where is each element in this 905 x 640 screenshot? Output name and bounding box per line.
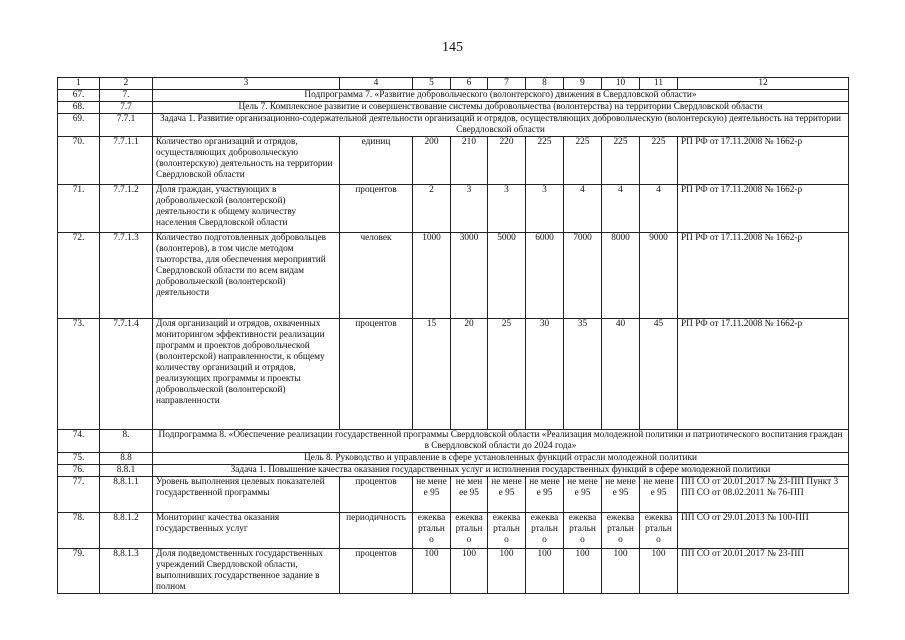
indicator-name-cell: Мониторинг качества оказания государственных услуг — [153, 513, 340, 549]
value-cell: не менее 95 — [413, 477, 451, 513]
column-header: 12 — [678, 78, 849, 90]
row-number-cell: 71. — [58, 185, 100, 233]
value-cell: 225 — [526, 137, 564, 185]
column-header: 9 — [564, 78, 602, 90]
value-cell: 200 — [413, 137, 451, 185]
unit-cell: процентов — [340, 549, 413, 594]
row-number-cell: 79. — [58, 549, 100, 594]
value-cell: 4 — [640, 185, 678, 233]
value-cell: 100 — [564, 549, 602, 594]
column-header: 5 — [413, 78, 451, 90]
basis-cell: РП РФ от 17.11.2008 № 1662-р — [678, 233, 849, 319]
indicator-name-cell: Доля организаций и отрядов, охваченных мониторингом эффективности реализации программ и проектов добровольческой (волонтерской) направленности, к общему количеству организаций и отрядов, реализующих программы и проекты добровольческой (волонтерской) направленности — [153, 319, 340, 430]
page-number: 145 — [442, 40, 463, 55]
value-cell: ежеквартально — [451, 513, 488, 549]
value-cell: 100 — [451, 549, 488, 594]
indicator-name-cell: Доля подведомственных государственных учреждений Свердловской области, выполнивших государственное задание в полном — [153, 549, 340, 594]
value-cell: 9000 — [640, 233, 678, 319]
value-cell: ежеквартально — [413, 513, 451, 549]
row-code-cell: 8.8.1.2 — [100, 513, 153, 549]
section-title-cell: Задача 1. Повышение качества оказания государственных услуг и исполнения государственных функций в сфере молодежной политики — [153, 465, 849, 477]
section-title-cell: Подпрограмма 7. «Развитие добровольческого (волонтерского) движения в Свердловской области» — [153, 90, 849, 102]
column-header: 7 — [488, 78, 526, 90]
basis-cell: РП РФ от 17.11.2008 № 1662-р — [678, 185, 849, 233]
table-row — [58, 185, 849, 233]
value-cell: 30 — [526, 319, 564, 430]
row-code-cell: 7.7.1.4 — [100, 319, 153, 430]
value-cell: ежеквартально — [564, 513, 602, 549]
row-number-cell: 72. — [58, 233, 100, 319]
value-cell: 100 — [488, 549, 526, 594]
column-header: 1 — [58, 78, 100, 90]
value-cell: ежеквартально — [526, 513, 564, 549]
table-row — [58, 465, 849, 477]
row-number-cell: 68. — [58, 102, 100, 114]
table-row — [58, 137, 849, 185]
table-row — [58, 430, 849, 453]
value-cell: 6000 — [526, 233, 564, 319]
value-cell: 5000 — [488, 233, 526, 319]
unit-cell: периодичность — [340, 513, 413, 549]
table-row — [58, 453, 849, 465]
row-code-cell: 7.7.1.2 — [100, 185, 153, 233]
row-code-cell: 7.7.1.1 — [100, 137, 153, 185]
row-number-cell: 70. — [58, 137, 100, 185]
value-cell: 8000 — [602, 233, 640, 319]
row-code-cell: 8. — [100, 430, 153, 453]
value-cell: не менее 95 — [488, 477, 526, 513]
value-cell: ежеквартально — [640, 513, 678, 549]
column-header: 6 — [451, 78, 488, 90]
row-code-cell: 8.8.1.3 — [100, 549, 153, 594]
row-number-cell: 74. — [58, 430, 100, 453]
value-cell: не менее 95 — [640, 477, 678, 513]
column-header: 3 — [153, 78, 340, 90]
value-cell: 225 — [640, 137, 678, 185]
indicator-name-cell: Количество подготовленных добровольцев (волонтеров), в том числе методом тьюторства, для обеспечения мероприятий Свердловской области по всем видам добровольческой (волонтерской) деятельности — [153, 233, 340, 319]
unit-cell: человек — [340, 233, 413, 319]
value-cell: 25 — [488, 319, 526, 430]
value-cell: 4 — [602, 185, 640, 233]
table-row — [58, 102, 849, 114]
row-number-cell: 69. — [58, 114, 100, 137]
value-cell: не менее 95 — [526, 477, 564, 513]
unit-cell: процентов — [340, 477, 413, 513]
value-cell: 100 — [602, 549, 640, 594]
value-cell: не менее 95 — [451, 477, 488, 513]
column-header: 8 — [526, 78, 564, 90]
row-code-cell: 8.8 — [100, 453, 153, 465]
indicator-name-cell: Уровень выполнения целевых показателей государственной программы — [153, 477, 340, 513]
basis-cell: ПП СО от 20.01.2017 № 23-ПП Пункт 3 ПП СО от 08.02.2011 № 76-ПП — [678, 477, 849, 513]
row-number-cell: 75. — [58, 453, 100, 465]
value-cell: не менее 95 — [564, 477, 602, 513]
table-row — [58, 114, 849, 137]
column-header: 11 — [640, 78, 678, 90]
row-number-cell: 76. — [58, 465, 100, 477]
row-code-cell: 7.7 — [100, 102, 153, 114]
value-cell: 210 — [451, 137, 488, 185]
table-row — [58, 513, 849, 549]
row-number-cell: 67. — [58, 90, 100, 102]
row-number-cell: 78. — [58, 513, 100, 549]
value-cell: 3000 — [451, 233, 488, 319]
indicators-table — [57, 77, 849, 594]
row-number-cell: 77. — [58, 477, 100, 513]
section-title-cell: Задача 1. Развитие организационно-содержательной деятельности организаций и отрядов, осуществляющих добровольческую (волонтерскую) деятельность на территории Свердловской области — [153, 114, 849, 137]
row-code-cell: 7.7.1.3 — [100, 233, 153, 319]
row-code-cell: 7. — [100, 90, 153, 102]
section-title-cell: Подпрограмма 8. «Обеспечение реализации государственной программы Свердловской области «Реализация молодежной политики и патриотического воспитания граждан в Свердловской области до 2024 года» — [153, 430, 849, 453]
value-cell: 35 — [564, 319, 602, 430]
table-row — [58, 549, 849, 594]
value-cell: 2 — [413, 185, 451, 233]
value-cell: 100 — [526, 549, 564, 594]
value-cell: 7000 — [564, 233, 602, 319]
value-cell: 3 — [526, 185, 564, 233]
value-cell: 100 — [640, 549, 678, 594]
basis-cell: РП РФ от 17.11.2008 № 1662-р — [678, 319, 849, 430]
basis-cell: ПП СО от 29.01.2013 № 100-ПП — [678, 513, 849, 549]
column-number-row — [58, 78, 849, 90]
row-code-cell: 8.8.1.1 — [100, 477, 153, 513]
table-body — [58, 78, 849, 594]
table-row — [58, 90, 849, 102]
row-code-cell: 8.8.1 — [100, 465, 153, 477]
column-header: 4 — [340, 78, 413, 90]
table-row — [58, 477, 849, 513]
value-cell: 20 — [451, 319, 488, 430]
table-row — [58, 233, 849, 319]
unit-cell: единиц — [340, 137, 413, 185]
value-cell: 220 — [488, 137, 526, 185]
value-cell: 3 — [488, 185, 526, 233]
row-code-cell: 7.7.1 — [100, 114, 153, 137]
value-cell: 3 — [451, 185, 488, 233]
indicator-name-cell: Количество организаций и отрядов, осуществляющих добровольческую (волонтерскую) деятельность на территории Свердловской области — [153, 137, 340, 185]
value-cell: 225 — [602, 137, 640, 185]
column-header: 2 — [100, 78, 153, 90]
section-title-cell: Цель 8. Руководство и управление в сфере установленных функций отрасли молодежной политики — [153, 453, 849, 465]
value-cell: 4 — [564, 185, 602, 233]
value-cell: ежеквартально — [602, 513, 640, 549]
basis-cell: ПП СО от 20.01.2017 № 23-ПП — [678, 549, 849, 594]
indicator-name-cell: Доля граждан, участвующих в добровольческой (волонтерской) деятельности к общему количеству населения Свердловской области — [153, 185, 340, 233]
value-cell: 40 — [602, 319, 640, 430]
value-cell: не менее 95 — [602, 477, 640, 513]
row-number-cell: 73. — [58, 319, 100, 430]
value-cell: 15 — [413, 319, 451, 430]
value-cell: ежеквартально — [488, 513, 526, 549]
unit-cell: процентов — [340, 319, 413, 430]
value-cell: 1000 — [413, 233, 451, 319]
value-cell: 100 — [413, 549, 451, 594]
section-title-cell: Цель 7. Комплексное развитие и совершенствование системы добровольчества (волонтерства) на территории Свердловской области — [153, 102, 849, 114]
value-cell: 45 — [640, 319, 678, 430]
column-header: 10 — [602, 78, 640, 90]
unit-cell: процентов — [340, 185, 413, 233]
value-cell: 225 — [564, 137, 602, 185]
table-row — [58, 319, 849, 430]
basis-cell: РП РФ от 17.11.2008 № 1662-р — [678, 137, 849, 185]
